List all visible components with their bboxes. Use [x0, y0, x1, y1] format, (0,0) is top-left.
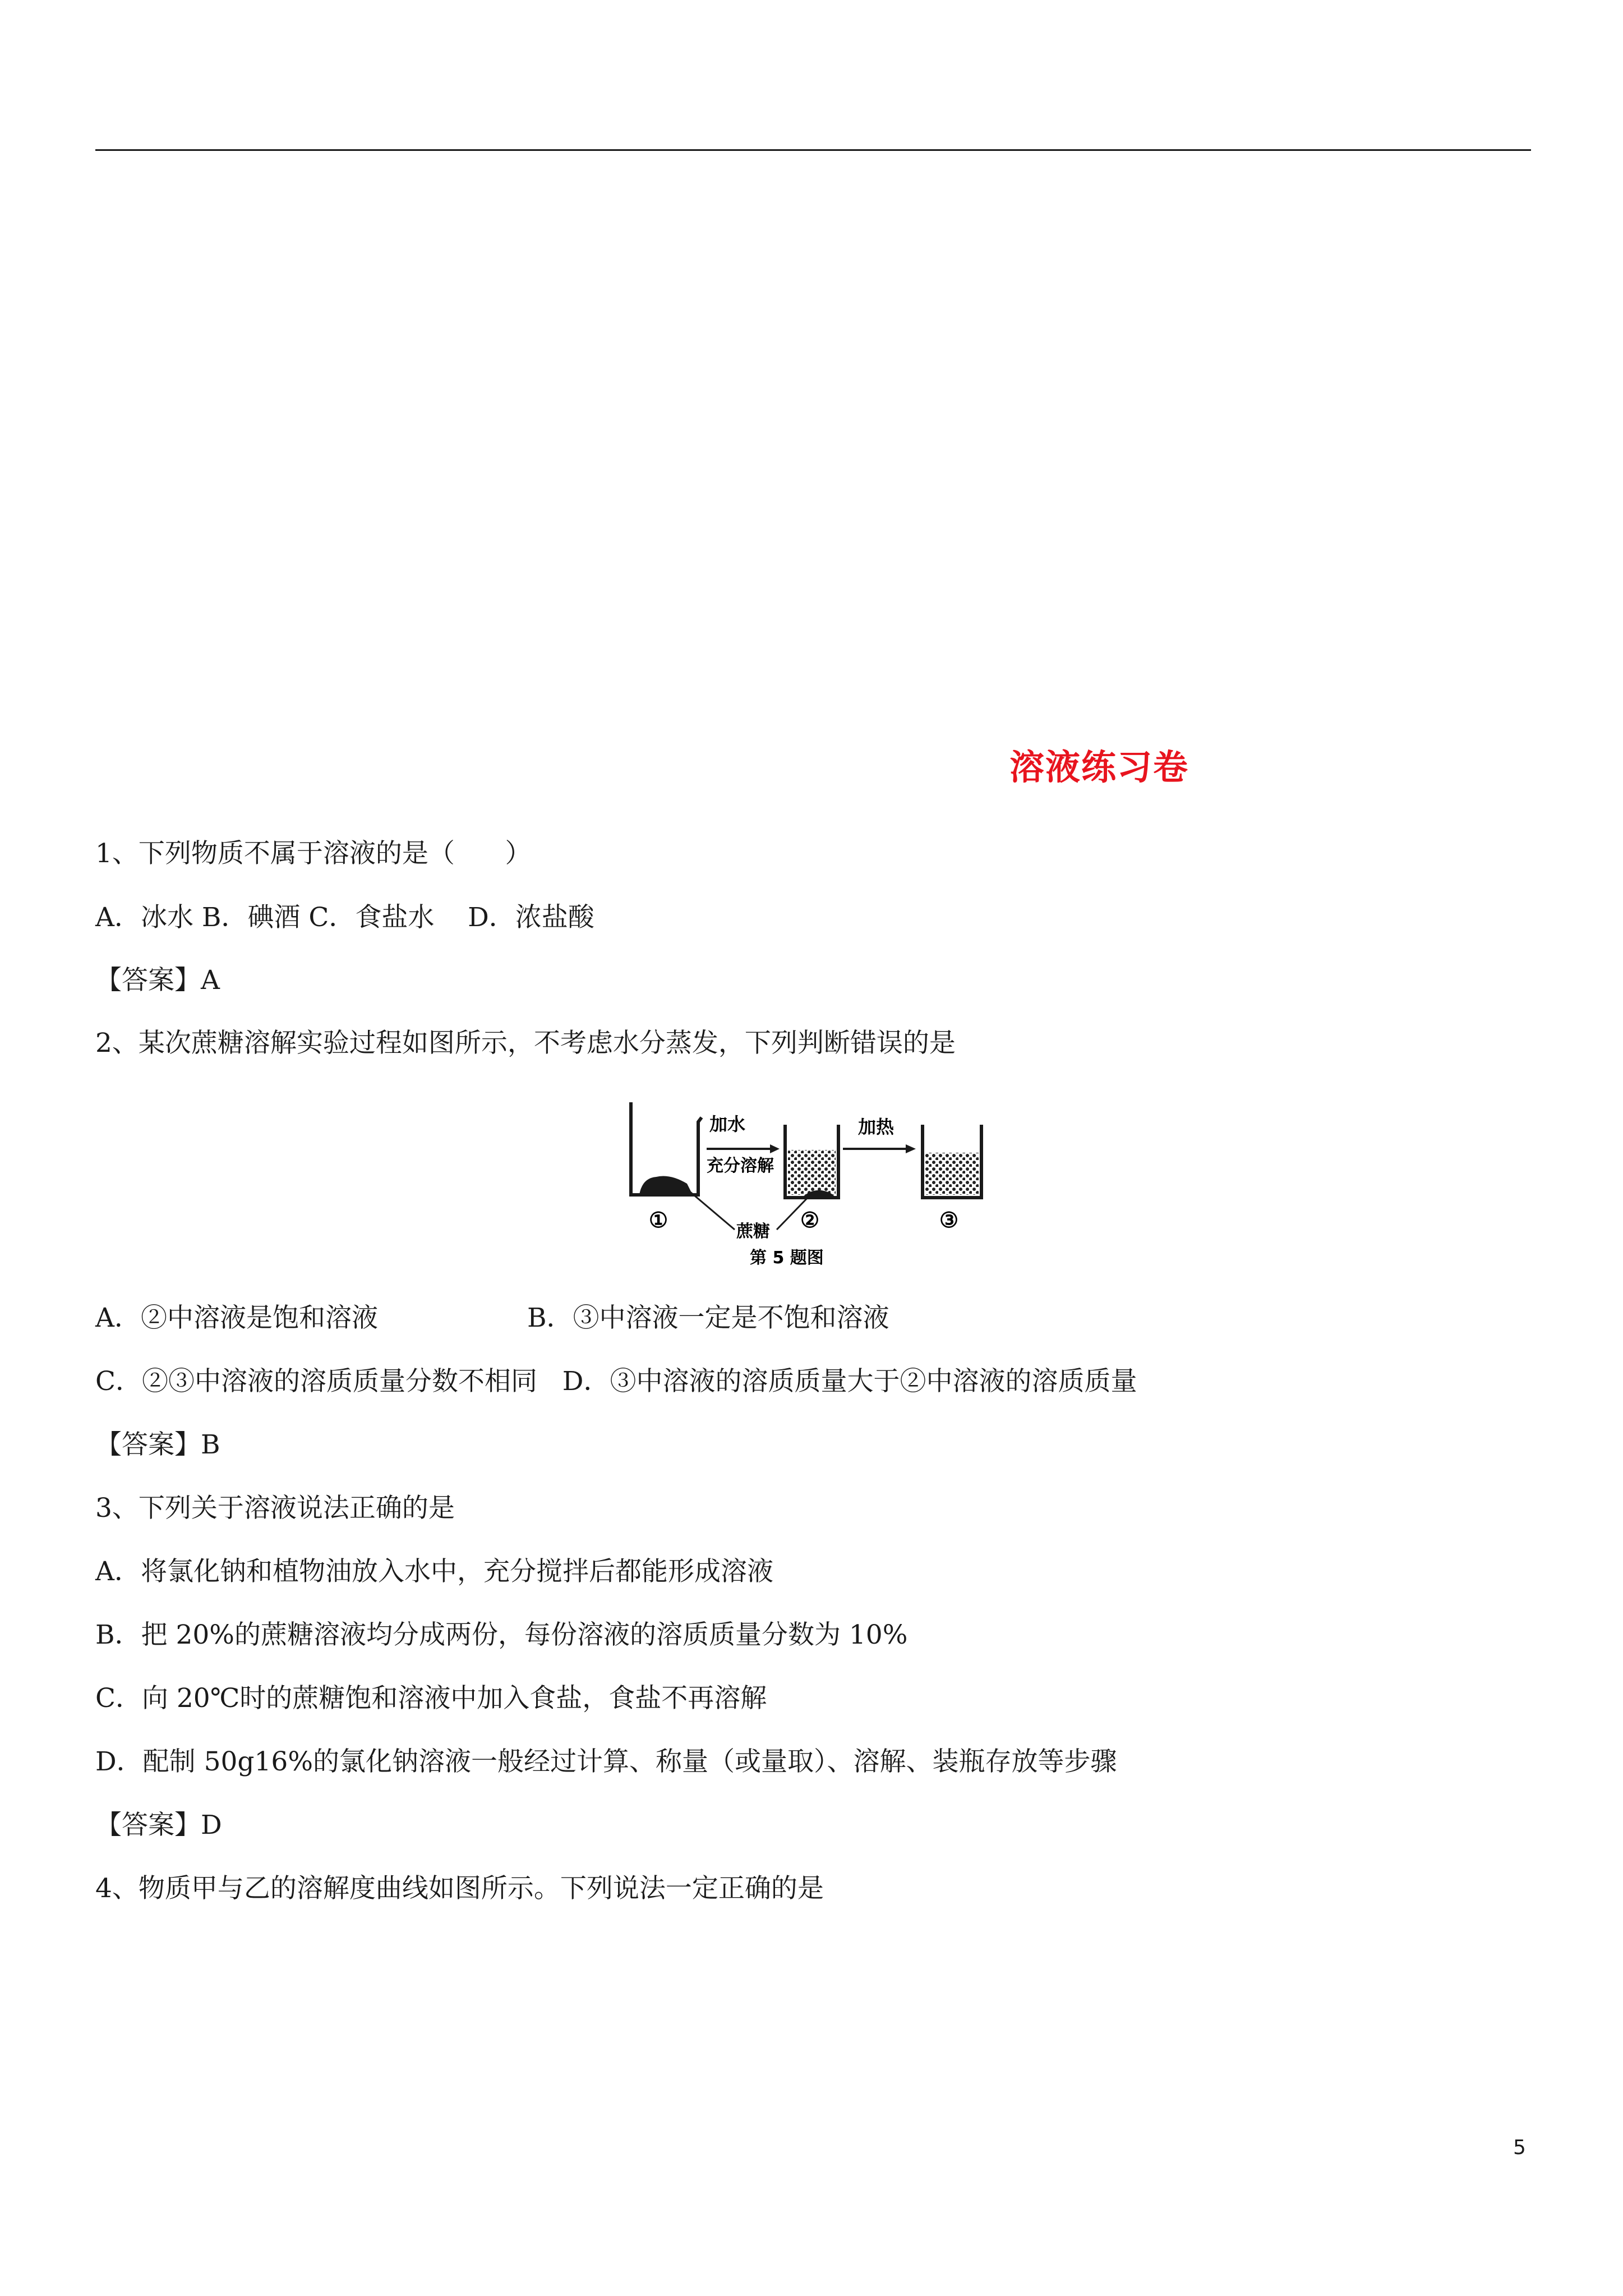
- question-2-option-a: A．②中溶液是饱和溶液: [95, 1303, 378, 1333]
- question-2-answer: 【答案】B: [95, 1429, 220, 1460]
- sugar-label: 蔗糖: [736, 1222, 770, 1241]
- page-title: 溶液练习卷: [1009, 747, 1189, 788]
- question-3-option-c: C．向 20℃时的蔗糖饱和溶液中加入食盐，食盐不再溶解: [95, 1683, 767, 1714]
- question-2-option-b: B．③中溶液一定是不饱和溶液: [527, 1303, 889, 1333]
- question-4-stem: 4、物质甲与乙的溶解度曲线如图所示。下列说法一定正确的是: [95, 1873, 824, 1904]
- figure-caption: 第 5 题图: [750, 1248, 824, 1268]
- beaker-3: [923, 1125, 981, 1198]
- beaker-2-label: ②: [800, 1207, 820, 1232]
- arrow-heat: [843, 1144, 916, 1153]
- arrow2-label: 加热: [858, 1116, 895, 1138]
- question-1-stem: 1、下列物质不属于溶液的是（ ）: [95, 838, 532, 869]
- beaker-3-label: ③: [939, 1207, 959, 1232]
- beaker-2: [785, 1125, 838, 1198]
- header-rule: [95, 149, 1531, 151]
- sugar-pile: [639, 1176, 693, 1195]
- question-3-answer: 【答案】D: [95, 1810, 222, 1841]
- question-3-stem: 3、下列关于溶液说法正确的是: [95, 1493, 455, 1524]
- sugar-pointer-1: [687, 1189, 735, 1230]
- arrow-add-water: [707, 1144, 780, 1153]
- arrow1-top-label: 加水: [709, 1114, 746, 1135]
- question-3-option-d: D．配制 50g16%的氯化钠溶液一般经过计算、称量（或量取）、溶解、装瓶存放等步骤: [95, 1746, 1117, 1777]
- solution-2: [788, 1150, 836, 1195]
- question-2-stem: 2、某次蔗糖溶解实验过程如图所示，不考虑水分蒸发，下列判断错误的是: [95, 1028, 956, 1059]
- beaker-1-label: ①: [649, 1207, 668, 1232]
- page-number: 5: [1513, 2136, 1526, 2159]
- question-3-option-a: A．将氯化钠和植物油放入水中，充分搅拌后都能形成溶液: [95, 1556, 773, 1587]
- question-3-option-b: B．把 20%的蔗糖溶液均分成两份，每份溶液的溶质质量分数为 10%: [95, 1619, 908, 1650]
- solution-3: [925, 1153, 979, 1195]
- sugar-dissolving-figure: [608, 1099, 1012, 1273]
- question-1-options: A．冰水 B．碘酒 C．食盐水 D．浓盐酸: [95, 902, 594, 933]
- arrow1-bottom-label: 充分溶解: [707, 1156, 774, 1176]
- beaker-1: [631, 1102, 702, 1195]
- question-1-answer: 【答案】A: [95, 965, 220, 996]
- question-2-options-cd: C．②③中溶液的溶质质量分数不相同 D．③中溶液的溶质质量大于②中溶液的溶质质量: [95, 1366, 1137, 1397]
